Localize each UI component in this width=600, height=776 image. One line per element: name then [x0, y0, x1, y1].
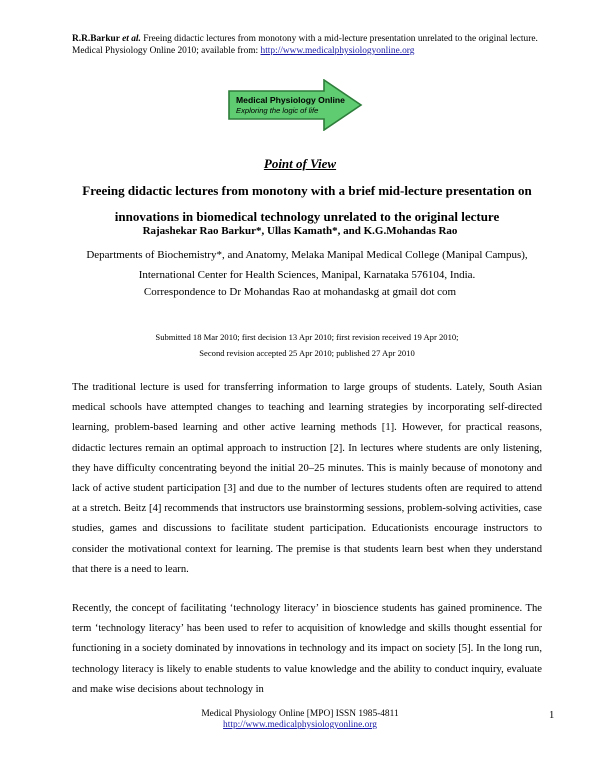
article-title: Freeing didactic lectures from monotony with a brief mid-lecture presentation on innovations in biomedical technology unrelated to the original lecture	[82, 183, 532, 224]
body-paragraph: Recently, the concept of facilitating ‘technology literacy’ in bioscience students has gained prominence. The term ‘technology literacy’ has been used to refer to acquisition of knowledge and skills thought essential for functioning in a society dominated by innovations in technology and its impact on society [5]. In the long run, technology literacy is likely to enable students to value knowledge and the ability to conduct inquiry, evaluate and make wise decisions about technology in	[72, 603, 542, 695]
footer-journal: Medical Physiology Online [MPO] ISSN 1985-4811	[201, 709, 399, 719]
body-paragraph: The traditional lecture is used for transferring information to large groups of students. Lately, South Asian medical schools have attempted changes to teaching and learning strategies by incorporating self-directed learning, problem-based learning and other active learning methods [1]. However, for practical reasons, didactic lectures remain an optimal approach to instruction [2]. In lectures where students are only listening, they have difficulty concentrating beyond the initial 20–25 minutes. This is mainly because of monotony and lack of active student participation [3] and due to the number of lectures students often are required to attend at a stretch. Beitz [4] recommends that instructors use brainstorming sessions, problem-solving activities, case studies, games and discussions to facilitate student participation. Educationists encourage instructors to consider the motivational context for learning. The premise is that students learn best when they understand that there is a need to learn.	[72, 382, 542, 575]
logo-tagline: Exploring the logic of life	[236, 106, 319, 115]
submission-history	[72, 329, 542, 361]
article-affiliation: Departments of Biochemistry*, and Anatomy, Melaka Manipal Medical College (Manipal Campus), International Center for Health Sciences, Manipal, Karnataka 576104, India.	[86, 249, 528, 281]
header-url-link[interactable]: http://www.medicalphysiologyonline.org	[260, 46, 415, 56]
footer-url	[0, 720, 600, 730]
logo-title: Medical Physiology Online	[236, 95, 345, 105]
header-citation-text: Freeing didactic lectures from monotony with a mid-lecture presentation unrelated to the original lecture. Medical Physiology Online 2010; available from:	[72, 34, 538, 56]
page-number: 1	[549, 710, 555, 721]
header-et-al: et al.	[122, 34, 141, 44]
header-citation	[72, 33, 542, 57]
submission-history-line-1: Submitted 18 Mar 2010; first decision 13 Apr 2010; first revision received 19 Apr 2010;	[155, 332, 459, 342]
correspondence-line: Correspondence to Dr Mohandas Rao at mohandaskg at gmail dot com	[143, 286, 457, 298]
footer-url-link[interactable]: http://www.medicalphysiologyonline.org	[223, 720, 377, 730]
article-authors: Rajashekar Rao Barkur*, Ullas Kamath*, and K.G.Mohandas Rao	[142, 225, 458, 237]
submission-history-line-2: Second revision accepted 25 Apr 2010; published 27 Apr 2010	[199, 348, 415, 358]
section-heading: Point of View	[263, 156, 337, 171]
header-authors: R.R.Barkur	[72, 34, 123, 44]
journal-logo-arrow	[228, 79, 363, 131]
